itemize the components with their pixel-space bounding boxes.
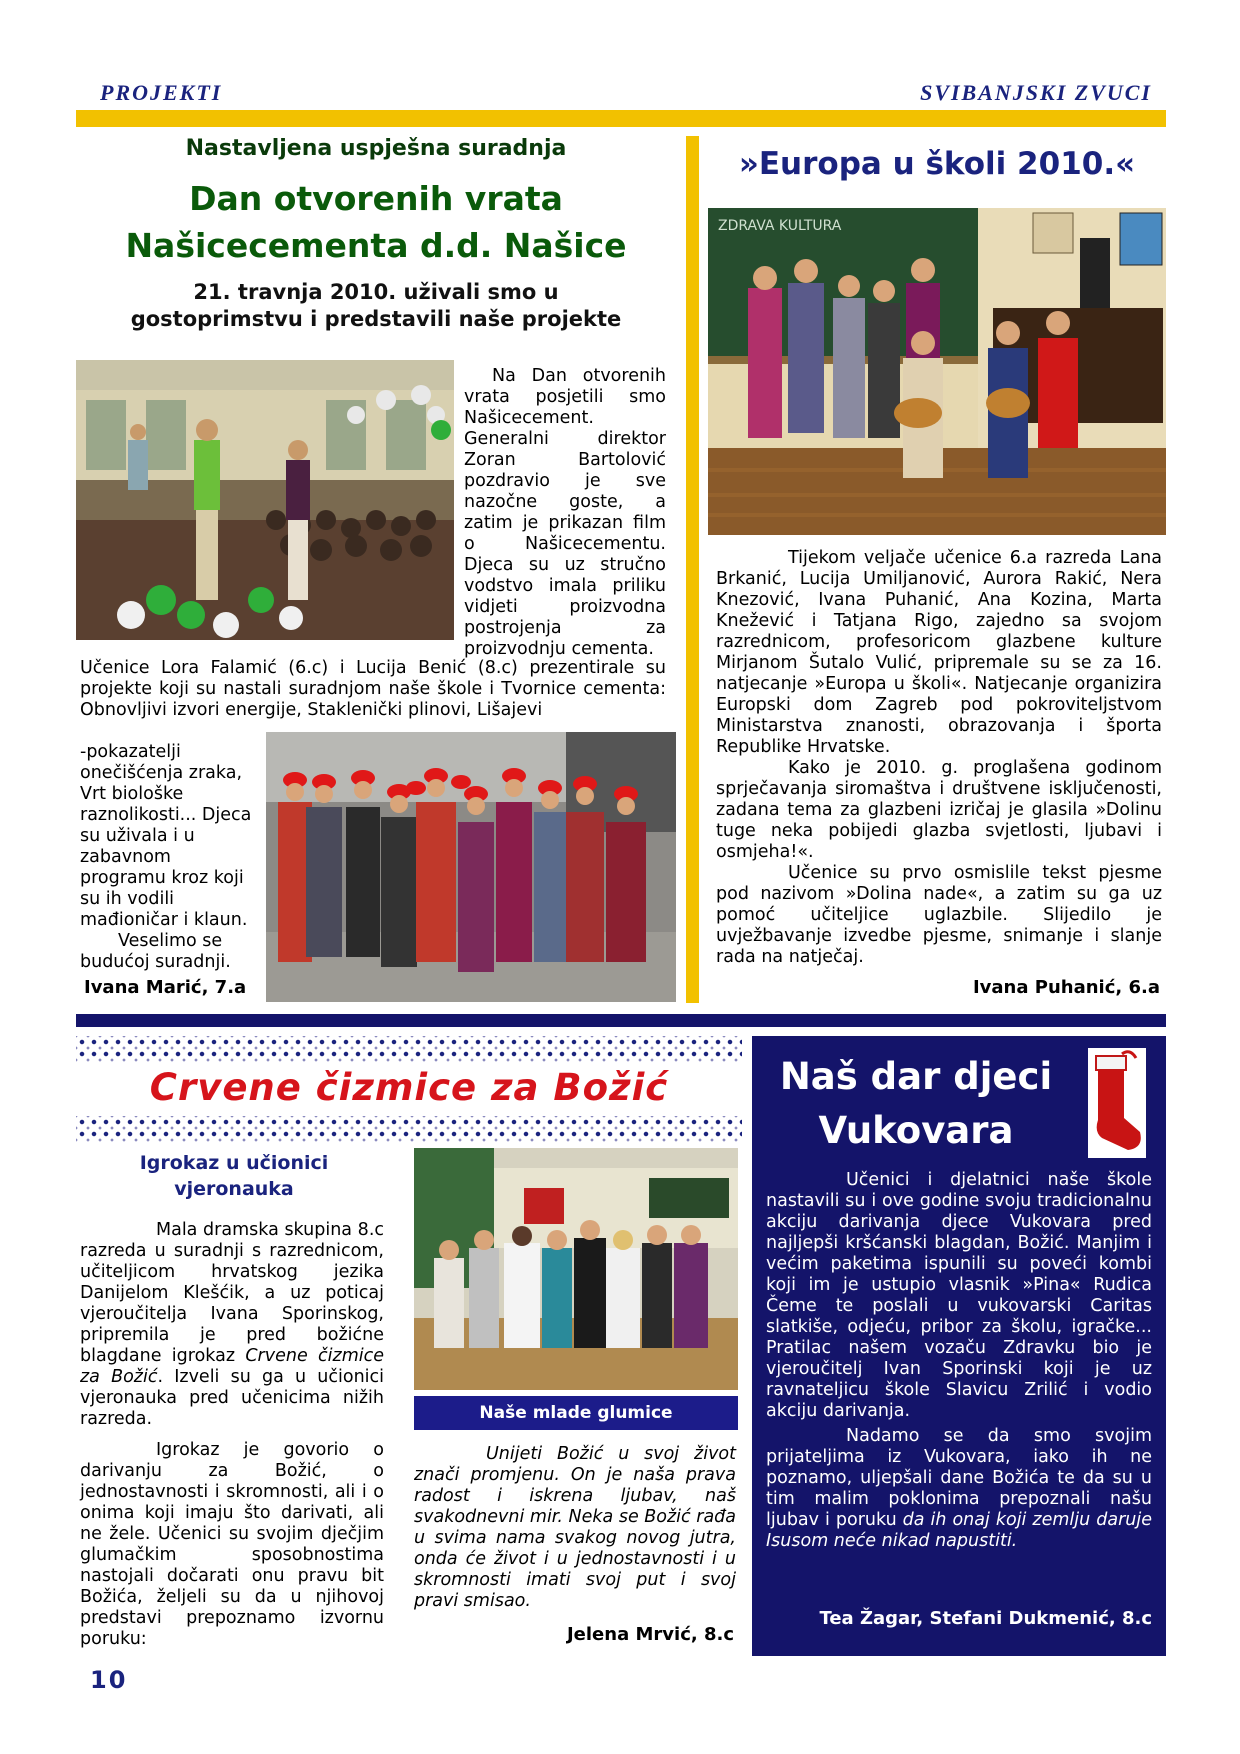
article3-body: Mala dramska skupina 8.c razreda u suradnji s razrednicom, učiteljicom hrvatskog jezika Danijelom Klešćik, a uz poticaj vjeroučitelja Ivana Sporinskog, pripremila je pred božićne blagdane igrokaz Crvene čizmice za Božić. Izveli su ga u učionici vjeronauka pred učenicima nižih razreda. Igrokaz je govorio o darivanju za Božić, o jednostavnosti i skromnosti, ali i o onima koji imaju što darivati, ali ne žele. Učenici su svojim dječjim glumačkim sposobnostima nastojali dočarati onu pravu bit Božića, željeli su da u njihovoj predstavi prepoznamo izvornu poruku:: [80, 1220, 385, 1649]
article3-author: Jelena Mrvić, 8.c: [566, 1624, 734, 1645]
article-title-line1: Dan otvorenih vrata: [189, 179, 563, 218]
photo-actresses: [414, 1148, 738, 1390]
article3-subtitle-line2: vjeronauka: [174, 1178, 294, 1200]
article-title-line2: Našicecementa d.d. Našice: [125, 226, 627, 265]
article2-author: Ivana Puhanić, 6.a: [972, 977, 1160, 998]
section-label: PROJEKTI: [100, 80, 223, 105]
photo-helmets-group: [266, 732, 676, 1002]
article-subtitle-line2: gostoprimstvu i predstavili naše projekte: [130, 307, 622, 331]
stocking-icon: [1088, 1048, 1146, 1158]
article4-box: [752, 1036, 1166, 1656]
article2-title: »Europa u školi 2010.«: [738, 146, 1136, 182]
article1-text-full: Učenice Lora Falamić (6.c) i Lucija Benić (8.c) prezentirale su projekte koji su nastali suradnjom naše škole i Tvornice cementa: Obnovljivi izvori energije, Staklenički plinovi, Lišajevi: [80, 658, 666, 720]
photo-presentation: [76, 360, 454, 640]
article3-subtitle: [84, 1150, 384, 1202]
column-divider: [686, 136, 699, 1003]
article3-title: Crvene čizmice za Božić: [149, 1066, 669, 1109]
article4-title-line1: Naš dar djeci: [779, 1055, 1053, 1098]
article3-quote: Unijeti Božić u svoj život znači promjenu. On je naša prava radost i iskrena ljubav, naš svakodnevni mir. Neka se Božić rađa u svima nama svakog novog jutra, onda će život i u jednostavnosti i u skromnosti imati svoj put i svoj pravi smisao.: [414, 1444, 736, 1611]
article3-subtitle-line1: Igrokaz u učionici: [139, 1152, 329, 1174]
article2-body: Tijekom veljače učenice 6.a razreda Lana Brkanić, Lucija Umiljanović, Aurora Rakić, Nera Knezović, Ivana Puhanić, Ana Kozina, Marta Knežević i Tatjana Rigo, zajedno sa svojom razrednicom, profesoricom glazbene kulture Mirjanom Šutalo Vulić, pripremale su se za 16. natjecanje »Europa u školi«. Natjecanje organizira Europski dom Zagreb pod pokroviteljstvom Ministarstva znanosti, obrazovanja i športa Republike Hrvatske. Kako je 2010. g. proglašena godinom sprječavanja siromaštva i društvene isključenosti, zadana tema za glazbeni izričaj je glasila »Dolinu tuge neka pobijedi glazba svjetlosti, ljubavi i osmjeha!«. Učenice su prvo osmislile tekst pjesme pod nazivom »Dolina nade«, a zatim su ga uz pomoć učiteljice uglazbile. Slijedilo je uvježbavanje izvedbe pjesme, snimanje i slanje rada na natječaj.: [716, 548, 1162, 967]
article1-text-right: Na Dan otvorenih vrata posjetili smo Našicecement. Generalni direktor Zoran Bartolović pozdravio je sve nazočne goste, a zatim je prikazan film o Našicecementu. Djeca su uz stručno vodstvo imala priliku vidjeti proizvodna postrojenja za proizvodnju cementa.: [464, 366, 666, 659]
ornament-top: [76, 1036, 742, 1062]
magazine-title: SVIBANJSKI ZVUCI: [920, 80, 1152, 105]
article-open-day: [76, 136, 676, 333]
article1-author: Ivana Marić, 7.a: [84, 977, 247, 998]
article4-author: Tea Žagar, Stefani Dukmenić, 8.c: [819, 1608, 1152, 1629]
article1-text-left: -pokazatelji onečišćenja zraka, Vrt biološke raznolikosti... Djeca su uživala i u zabavnom programu kroz koji su ih vodili mađioničar i klaun. Veselimo se budućoj suradnji.: [80, 742, 252, 972]
article-subtitle-line1: 21. travnja 2010. uživali smo u: [193, 280, 559, 304]
article4-body: Učenici i djelatnici naše škole nastavili su i ove godine svoju tradicionalnu akciju darivanja djece Vukovara pred najljepši kršćanski blagdan, Božić. Manjim i većim paketima ispunili su poveći kombi koji im je ustupio vlasnik »Pina« Rudica Čeme te poslali u vukovarski Caritas slatkiše, odjeću, pribor za školu, igračke... Pratilac našem vozaču Zdravku bio je vjeroučitelj Ivan Sporinski koji je uz ravnateljicu škole Slavicu Zrilić i vodio akciju darivanja. Nadamo se da smo svojim prijateljima iz Vukovara, iako ih ne poznamo, uljepšali dane Božića te da su u tim malim poklonima prepoznali našu ljubav i poruku da ih onaj koji zemlju daruje Isusom neće nikad napustiti.: [766, 1170, 1152, 1551]
photo-europa-group: [708, 208, 1166, 535]
section-rule: [76, 1014, 1166, 1027]
photo-caption: Naše mlade glumice: [414, 1396, 738, 1430]
board-text: ZDRAVA KULTURA: [718, 218, 842, 234]
header-rule: [76, 110, 1166, 127]
article4-title-line2: Vukovara: [818, 1109, 1014, 1152]
page-number: 10: [90, 1666, 128, 1694]
article4-title: [766, 1050, 1066, 1158]
article-kicker: Nastavljena uspješna suradnja: [185, 136, 567, 161]
ornament-bottom: [76, 1116, 742, 1142]
